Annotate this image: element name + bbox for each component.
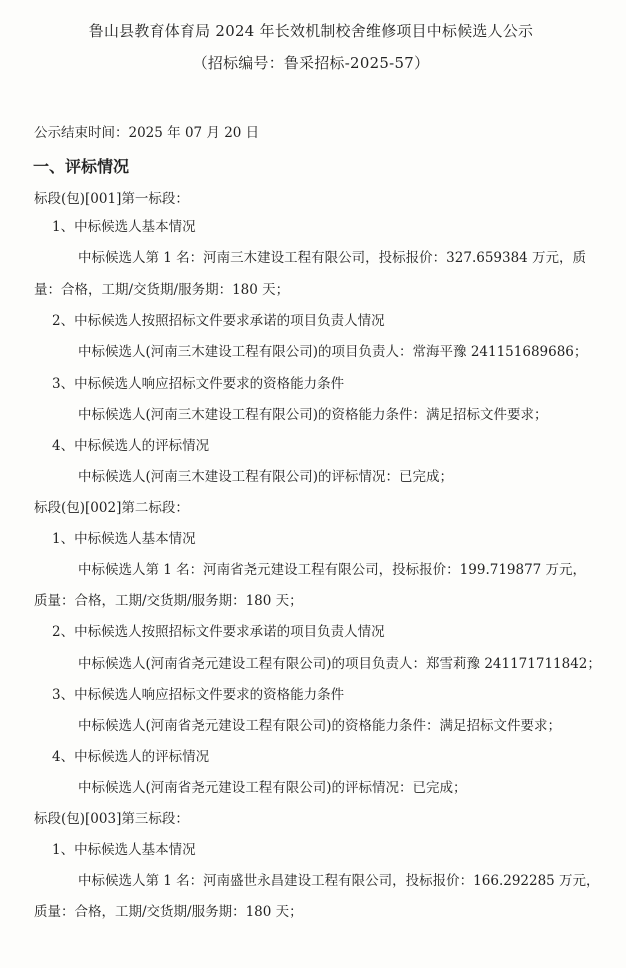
item-title-qualification: 3、中标候选人响应招标文件要求的资格能力条件: [52, 376, 345, 392]
item-title-basic-info: 1、中标候选人基本情况: [52, 531, 196, 547]
item-title-basic-info: 1、中标候选人基本情况: [52, 842, 196, 858]
candidate-basic-info: 中标候选人第 1 名：河南三木建设工程有限公司，投标报价：327.659384 万元，质: [78, 250, 587, 266]
section-heading-evaluation: 一、评标情况: [33, 157, 130, 176]
item-title-evaluation: 4、中标候选人的评标情况: [52, 749, 210, 765]
item-title-project-manager: 2、中标候选人按照招标文件要求承诺的项目负责人情况: [52, 624, 385, 640]
announcement-end-time: 公示结束时间：2025 年 07 月 20 日: [34, 125, 260, 141]
tender-number: （招标编号：鲁采招标-2025-57）: [192, 54, 430, 72]
document-title: 鲁山县教育体育局 2024 年长效机制校舍维修项目中标候选人公示: [88, 22, 534, 40]
lot-header: 标段(包)[001]第一标段：: [34, 191, 189, 207]
item-title-qualification: 3、中标候选人响应招标文件要求的资格能力条件: [52, 687, 345, 703]
candidate-qualification: 中标候选人(河南省尧元建设工程有限公司)的资格能力条件：满足招标文件要求；: [78, 718, 562, 734]
candidate-basic-info: 中标候选人第 1 名：河南省尧元建设工程有限公司，投标报价：199.719877 万元，: [78, 562, 587, 578]
candidate-evaluation: 中标候选人(河南三木建设工程有限公司)的评标情况：已完成；: [78, 469, 454, 485]
lot-header: 标段(包)[002]第二标段：: [34, 500, 189, 516]
item-title-basic-info: 1、中标候选人基本情况: [52, 219, 196, 235]
candidate-project-manager: 中标候选人(河南三木建设工程有限公司)的项目负责人：常海平豫 241151689686；: [78, 344, 588, 360]
candidate-basic-info-continued: 质量：合格，工期/交货期/服务期：180 天；: [34, 593, 303, 609]
item-title-evaluation: 4、中标候选人的评标情况: [52, 438, 210, 454]
item-title-project-manager: 2、中标候选人按照招标文件要求承诺的项目负责人情况: [52, 313, 385, 329]
candidate-basic-info: 中标候选人第 1 名：河南盛世永昌建设工程有限公司，投标报价：166.292285 万元，: [78, 873, 600, 889]
lot-header: 标段(包)[003]第三标段：: [34, 811, 189, 827]
candidate-project-manager: 中标候选人(河南省尧元建设工程有限公司)的项目负责人：郑雪莉豫 241171711842；: [78, 656, 601, 672]
candidate-qualification: 中标候选人(河南三木建设工程有限公司)的资格能力条件：满足招标文件要求；: [78, 407, 548, 423]
candidate-basic-info-continued: 质量：合格，工期/交货期/服务期：180 天；: [34, 904, 303, 920]
candidate-basic-info-continued: 量：合格，工期/交货期/服务期：180 天；: [34, 282, 290, 298]
candidate-evaluation: 中标候选人(河南省尧元建设工程有限公司)的评标情况：已完成；: [78, 780, 467, 796]
